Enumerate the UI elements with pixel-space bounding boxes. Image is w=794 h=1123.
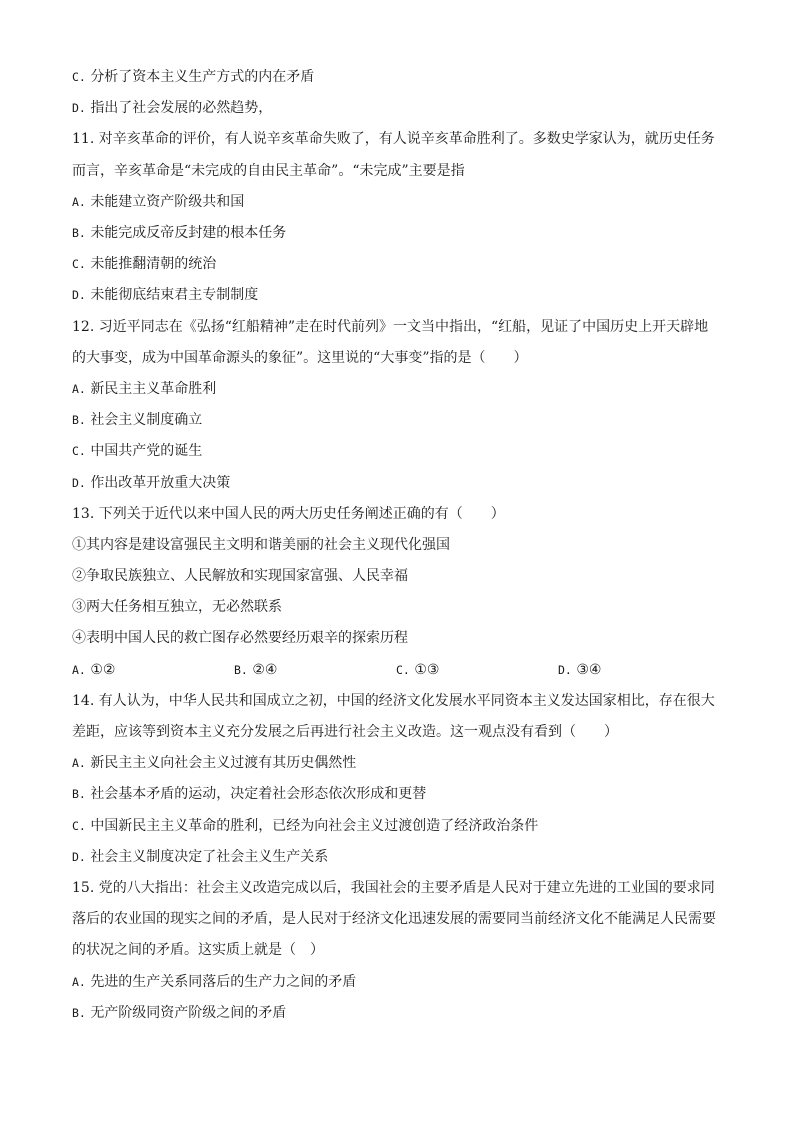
option-text: 指出了社会发展的必然趋势，	[90, 100, 273, 117]
q13-option-b	[234, 655, 396, 686]
option-letter: B.	[72, 413, 86, 428]
option-text: 无产阶级同资产阶级之间的矛盾	[90, 1004, 287, 1021]
question-11-stem: 11. 对辛亥革命的评价，有人说辛亥革命失败了，有人说辛亥革命胜利了。多数史学家认为，就历史任务而言，辛亥革命是“未完成的自由民主革命”。“未完成”主要是指	[72, 131, 715, 179]
exam-page	[72, 62, 722, 1029]
option-text: 中国新民主主义革命的胜利，已经为向社会主义过渡创造了经济政治条件	[90, 817, 539, 834]
option-text: 未能彻底结束君主专制制度	[90, 287, 259, 304]
option-text: 先进的生产关系同落后的生产力之间的矛盾	[90, 973, 357, 990]
question-13-stem: 13. 下列关于近代以来中国人民的两大历史任务阐述正确的有（ ）	[72, 505, 505, 522]
option-letter: B.	[72, 787, 86, 802]
q13-statement-3: ③两大任务相互独立，无必然联系	[72, 599, 282, 616]
option-text: 作出改革开放重大决策	[90, 474, 231, 491]
option-text: 社会主义制度确立	[90, 412, 203, 429]
q15-option-b	[72, 998, 722, 1029]
q12-option-d	[72, 468, 722, 499]
q13-options-row	[72, 655, 722, 686]
option-line	[72, 93, 722, 124]
option-text: 新民主主义革命胜利	[90, 380, 217, 397]
q14-option-a	[72, 748, 722, 779]
option-letter: A.	[72, 381, 86, 396]
q15-option-a	[72, 967, 722, 998]
option-text: 社会主义制度决定了社会主义生产关系	[90, 848, 329, 865]
q11-option-b	[72, 218, 722, 249]
option-letter: D.	[72, 475, 86, 490]
option-text: 新民主主义向社会主义过渡有其历史偶然性	[90, 755, 357, 772]
q14-option-d	[72, 842, 722, 873]
question-14-stem: 14. 有人认为，中华人民共和国成立之初，中国的经济文化发展水平同资本主义发达国家相比，存在很大差距，应该等到资本主义充分发展之后再进行社会主义改造。这一观点没有看到（ ）	[72, 692, 715, 741]
option-text: ②④	[252, 661, 278, 678]
q14-option-c	[72, 811, 722, 842]
option-letter: D.	[72, 101, 86, 116]
option-text: 社会基本矛盾的运动，决定着社会形态依次形成和更替	[90, 786, 427, 803]
question-12-stem: 12. 习近平同志在《弘扬“红船精神”走在时代前列》一文当中指出，“红船，见证了中国历史上开天辟地的大事变，成为中国革命源头的象征”。这里说的“大事变”指的是（ ）	[72, 318, 709, 366]
option-text: 中国共产党的诞生	[90, 443, 203, 460]
option-text: ③④	[576, 661, 602, 678]
option-letter: B.	[234, 662, 248, 677]
option-letter: C.	[72, 257, 86, 272]
q14-option-b	[72, 779, 722, 810]
option-letter: D.	[72, 849, 86, 864]
q13-statement-2: ②争取民族独立、人民解放和实现国家富强、人民幸福	[72, 568, 408, 585]
option-text: ①②	[90, 661, 116, 678]
option-letter: A.	[72, 662, 86, 677]
option-letter: A.	[72, 756, 86, 771]
option-text: 未能推翻清朝的统治	[90, 256, 217, 273]
option-letter: C.	[72, 444, 86, 459]
q12-option-c	[72, 436, 722, 467]
q11-option-c	[72, 249, 722, 280]
q13-option-d	[558, 655, 720, 686]
q11-option-d	[72, 280, 722, 311]
option-letter: D.	[72, 288, 86, 303]
option-text: ①③	[414, 661, 440, 678]
q13-option-c	[396, 655, 558, 686]
option-letter: B.	[72, 225, 86, 240]
q13-option-a	[72, 655, 234, 686]
option-text: 未能建立资产阶级共和国	[90, 193, 245, 210]
q12-option-b	[72, 405, 722, 436]
q13-statement-4: ④表明中国人民的救亡图存必然要经历艰辛的探索历程	[72, 630, 408, 647]
q11-option-a	[72, 187, 722, 218]
q13-statement-1: ①其内容是建设富强民主文明和谐美丽的社会主义现代化强国	[72, 536, 450, 553]
option-letter: C.	[72, 818, 86, 833]
option-letter: A.	[72, 974, 86, 989]
option-letter: A.	[72, 194, 86, 209]
option-line	[72, 62, 722, 93]
option-letter: C.	[396, 662, 410, 677]
q12-option-a	[72, 374, 722, 405]
option-letter: D.	[558, 662, 572, 677]
option-letter: C.	[72, 70, 86, 84]
option-text: 分析了资本主义生产方式的内在矛盾	[90, 69, 315, 85]
option-letter: B.	[72, 1005, 86, 1020]
question-15-stem: 15. 党的八大指出：社会主义改造完成以后，我国社会的主要矛盾是人民对于建立先进的工业国的要求同落后的农业国的现实之间的矛盾，是人民对于经济文化迅速发展的需要同当前经济文化不能满足人民需要的状况之间的矛盾。这实质上就是（ ）	[72, 879, 716, 959]
option-text: 未能完成反帝反封建的根本任务	[90, 224, 287, 241]
